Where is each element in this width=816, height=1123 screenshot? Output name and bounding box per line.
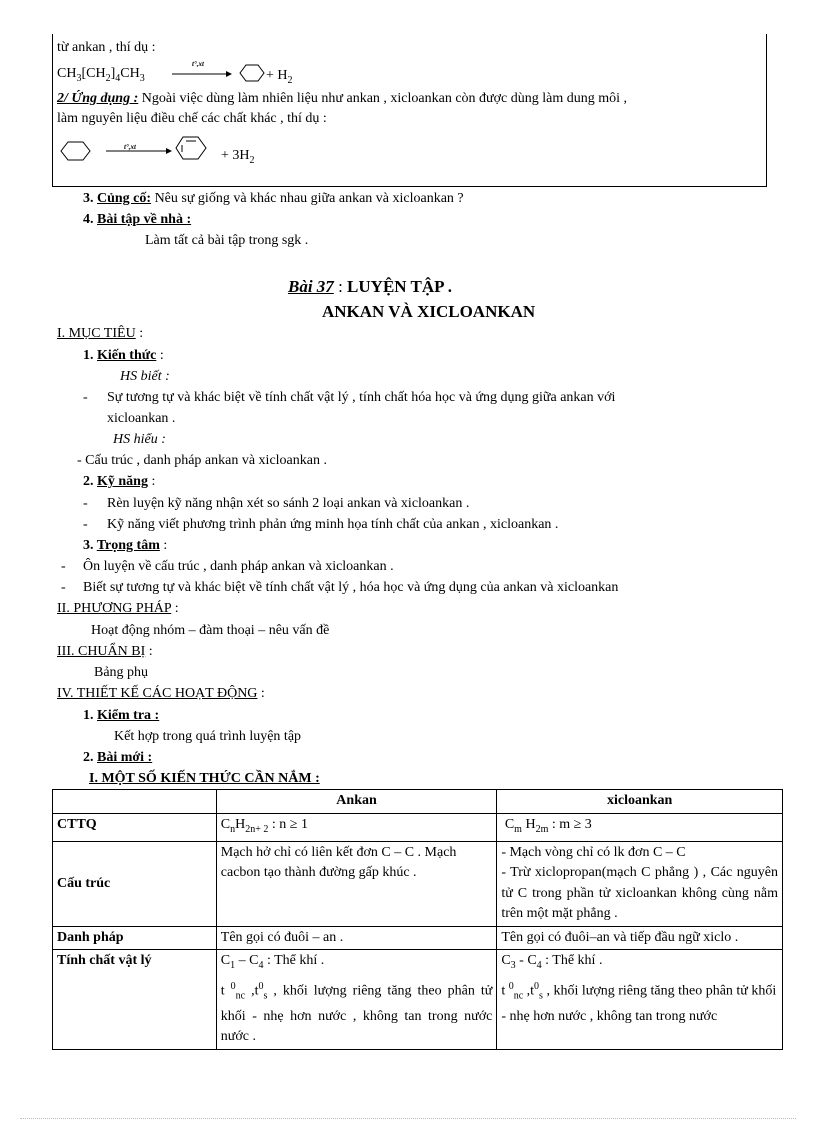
focus-dash-1: - <box>61 559 66 574</box>
application-line-2: làm nguyên liệu điều chế các chất khác , thí dụ : <box>57 111 327 126</box>
skill-dash-1: - <box>83 496 88 511</box>
section-prep-heading: III. CHUẨN BỊ : <box>57 644 153 659</box>
focus-dash-2: - <box>61 580 66 595</box>
table-row <box>53 950 783 1049</box>
benzene-icon <box>176 137 206 159</box>
cell-ankan-formula: $C_nH_{2n+ 2}$ : n ≥ 1 <box>216 813 497 841</box>
row-label-structure: Cấu trúc <box>53 841 217 926</box>
skill-dash-2: - <box>83 517 88 532</box>
row-label-naming: Danh pháp <box>53 926 217 950</box>
table-header-row <box>53 790 783 814</box>
eq1-arrow-and-ring <box>170 62 280 84</box>
cyclohexane-icon <box>61 142 90 160</box>
header-cell-ankan: Ankan <box>216 790 497 814</box>
cell-ankan-structure: Mạch hở chỉ có liên kết đơn C – C . Mạch cacbon tạo thành đường gấp khúc . <box>216 841 497 926</box>
focus-heading: 3. Trọng tâm : <box>83 538 168 553</box>
skill-item-1: Rèn luyện kỹ năng nhận xét so sánh 2 loại ankan và xicloankan . <box>107 496 470 511</box>
cell-xiclo-formula: $C_m$ $H_{2m}$ : m ≥ 3 <box>497 813 783 841</box>
row-label-physical: Tính chất vật lý <box>53 950 217 1049</box>
box-line-1: từ ankan , thí dụ : <box>57 40 156 55</box>
eq1-condition: t°,xt <box>192 60 204 68</box>
lesson-title-line-2: ANKAN VÀ XICLOANKAN <box>322 302 536 321</box>
knowledge-heading: 1. Kiến thức : <box>83 348 164 363</box>
row-label-cttq: CTTQ <box>53 813 217 841</box>
understand-label: HS hiểu : <box>113 432 166 447</box>
section-objectives-heading: I. MỤC TIÊU : <box>57 326 144 341</box>
cell-ankan-naming: Tên gọi có đuôi – an . <box>216 926 497 950</box>
application-line-1: 2/ Ứng dụng : Ngoài việc dùng làm nhiên liệu như ankan , xicloankan còn được dùng làm dung môi , <box>57 91 628 106</box>
homework-text: Làm tất cả bài tập trong sgk . <box>145 233 309 248</box>
skill-item-2: Kỹ năng viết phương trình phản ứng minh họa tính chất của ankan , xicloankan . <box>107 517 559 532</box>
focus-item-2: Biết sự tương tự và khác biệt về tính chất vật lý , hóa học và ứng dụng của ankan và xicloankan <box>83 580 619 595</box>
check-heading: 1. Kiểm tra : <box>83 708 160 723</box>
section-activities-heading: IV. THIẾT KẾ CÁC HOẠT ĐỘNG : <box>57 686 265 701</box>
consolidate-line: 3. Củng cố: Nêu sự giống và khác nhau giữa ankan và xicloankan ? <box>83 191 464 206</box>
key-knowledge-heading: I. MỘT SỐ KIẾN THỨC CẦN NẮM : <box>89 771 320 786</box>
section-method-heading: II. PHƯƠNG PHÁP : <box>57 601 179 616</box>
know-item-1a: Sự tương tự và khác biệt về tính chất vật lý , tính chất hóa học và ứng dụng giữa ankan với <box>107 390 616 405</box>
header-cell-xicloankan: xicloankan <box>497 790 783 814</box>
prep-text: Bảng phụ <box>94 665 149 680</box>
new-lesson-heading: 2. Bài mới : <box>83 750 153 765</box>
eq1-product: + $H_2$ <box>266 68 293 86</box>
know-label: HS biết : <box>120 369 170 384</box>
skills-heading: 2. Kỹ năng : <box>83 474 156 489</box>
header-cell-empty <box>53 790 217 814</box>
table-row <box>53 926 783 950</box>
cell-ankan-physical: $C_1 - C_4$ : Thể khí . t $^0_{nc}$ $,t^0_s$ , khối lượng riêng tăng theo phân tử khối - nhẹ hơn nước , không tan trong nước nước . <box>216 950 497 1049</box>
comparison-table <box>52 789 783 1050</box>
cell-xiclo-physical: $C_3 - C_4$ : Thể khí . t $^0_{nc}$ $,t^0_s$ , khối lượng riêng tăng theo phân tử khối - nhẹ hơn nước , không tan trong nước <box>497 950 783 1049</box>
know-item-1b: xicloankan . <box>107 411 176 426</box>
method-text: Hoạt động nhóm – đàm thoại – nêu vấn đề <box>91 623 330 638</box>
table-row <box>53 813 783 841</box>
page-bottom-divider <box>20 1118 796 1119</box>
eq2-diagram <box>58 133 238 169</box>
know-dash: - <box>83 390 88 405</box>
cell-xiclo-structure: - Mạch vòng chỉ có lk đơn C – C - Trừ xiclopropan(mạch C phẳng ) , Các nguyên tử C trong phần tử xicloankan không cùng nằm trên một mặt phẳng . <box>497 841 783 926</box>
cell-xiclo-naming: Tên gọi có đuôi–an và tiếp đầu ngữ xiclo . <box>497 926 783 950</box>
eq2-condition: t°,xt <box>124 143 136 151</box>
table-row <box>53 841 783 926</box>
lesson-title-line-1: Bài 37 : LUYỆN TẬP . <box>288 277 453 296</box>
homework-heading: 4. Bài tập về nhà : <box>83 212 192 227</box>
understand-item-1: - Cấu trúc , danh pháp ankan và xicloankan . <box>77 453 327 468</box>
cyclohexane-icon <box>240 65 264 81</box>
focus-item-1: Ôn luyện về cấu trúc , danh pháp ankan và xicloankan . <box>83 559 394 574</box>
check-text: Kết hợp trong quá trình luyện tập <box>114 729 302 744</box>
equation-1: $CH_3[CH_2]_4CH_3$ <box>57 66 145 84</box>
eq2-product: + $3H_2$ <box>221 148 255 166</box>
